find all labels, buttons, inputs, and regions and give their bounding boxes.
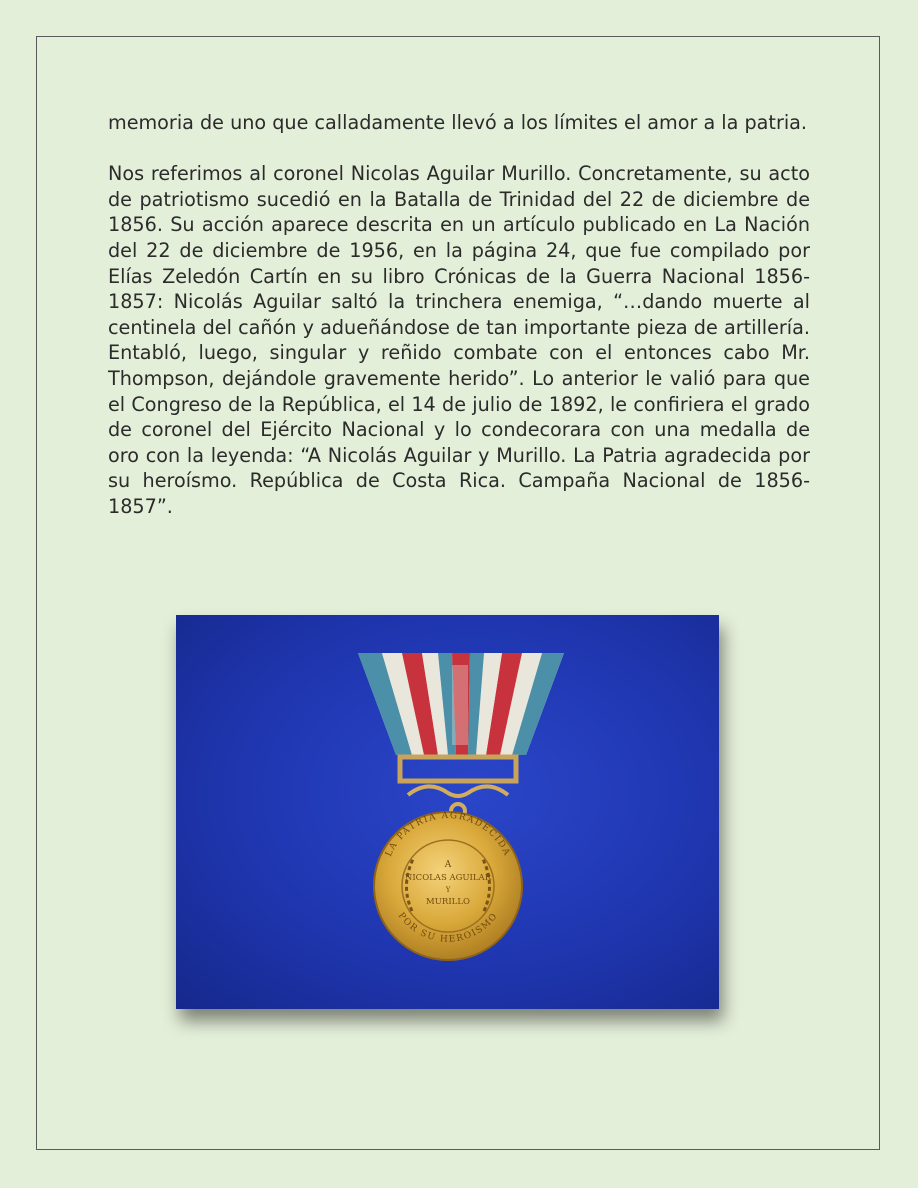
center-line-1: A [444,860,452,870]
center-line-2: NICOLAS AGUILAR [404,873,492,883]
medal-illustration [176,615,719,1009]
center-line-3: Y [445,886,451,894]
medal-scroll [408,786,508,796]
ring-bottom-text: POR SU HEROISMO [395,910,501,945]
center-line-4: MURILLO [426,897,470,907]
body-text [108,110,810,520]
paragraph-2: Nos referimos al coronel Nicolas Aguilar Murillo. Concretamente, su acto de patriotismo sucedió en la Batalla de Trinidad del 22 de diciembre de 1856. Su acción aparece descrita en un artículo publicado en La Nación del 22 de diciembre de 1956, en la página 24, que fue compilado por Elías Zeledón Cartín en su libro Crónicas de la Guerra Nacional 1856- 1857: Nicolás Aguilar saltó la trinchera enemiga, “…dando muerte al centinela del cañón y adueñándose de tan importante pieza de artillería. Entabló, luego, singular y reñido combate con el entonces cabo Mr. Thompson, dejándole gravemente herido”. Lo anterior le valió para que el Congreso de la República, el 14 de julio de 1892, le confiriera el grado de coronel del Ejército Nacional y lo condecorara con una medalla de oro con la leyenda: “A Nicolás Aguilar y Murillo. La Patria agradecida por su heroísmo. República de Costa Rica. Campaña Nacional de 1856-1857”. [108,162,810,518]
ribbon [358,653,564,755]
gold-medal [374,811,522,960]
medal-bar [400,757,516,781]
medal-photo [176,615,719,1009]
ring-top-text: LA PATRIA AGRADECIDA [383,810,513,859]
paragraph-1: memoria de uno que calladamente llevó a los límites el amor a la patria. [108,111,808,134]
